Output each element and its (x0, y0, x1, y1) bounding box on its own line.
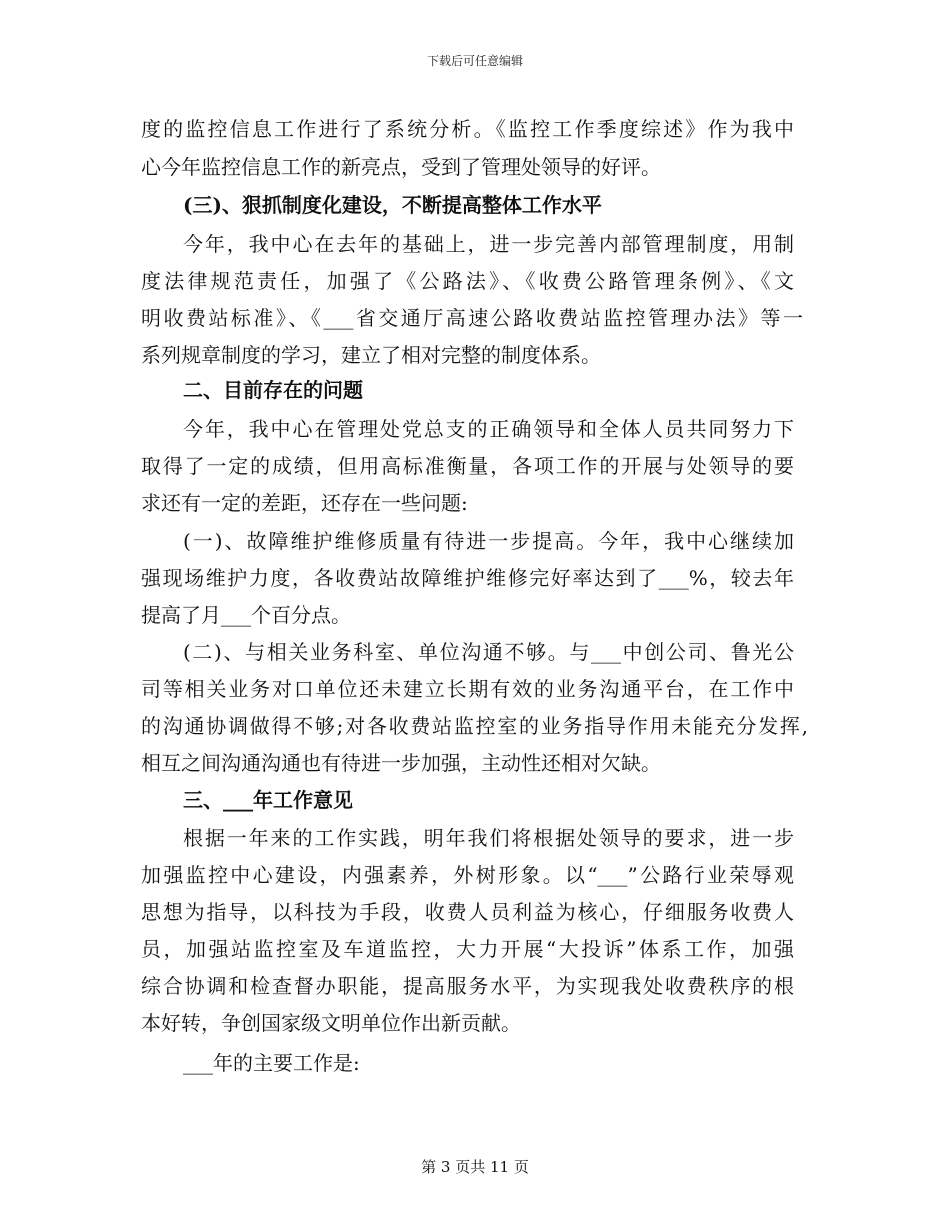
body-line: (二)、与相关业务科室、单位沟通不够。与___中创公司、鲁光公 (183, 640, 794, 664)
body-line: 思想为指导，以科技为手段，收费人员利益为核心，仔细服务收费人 (141, 900, 794, 924)
body-line: 取得了一定的成绩，但用高标准衡量，各项工作的开展与处领导的要 (141, 454, 794, 478)
body-line: 根据一年来的工作实践，明年我们将根据处领导的要求，进一步 (183, 826, 794, 850)
body-line: 今年，我中心在管理处党总支的正确领导和全体人员共同努力下 (183, 417, 794, 441)
body-line: 系列规章制度的学习，建立了相对完整的制度体系。 (141, 343, 601, 367)
body-line: 司等相关业务对口单位还未建立长期有效的业务沟通平台，在工作中 (141, 677, 794, 701)
section-heading: 二、目前存在的问题 (183, 378, 363, 402)
body-line: 相互之间沟通沟通也有待进一步加强，主动性还相对欠缺。 (141, 751, 661, 775)
section-heading: (三)、狠抓制度化建设，不断提高整体工作水平 (183, 193, 602, 217)
section-heading: 三、___年工作意见 (183, 788, 353, 812)
body-line: 度的监控信息工作进行了系统分析。《监控工作季度综述》作为我中 (141, 117, 794, 141)
body-line: 心今年监控信息工作的新亮点，受到了管理处领导的好评。 (141, 155, 661, 179)
body-line: 今年，我中心在去年的基础上，进一步完善内部管理制度，用制 (183, 232, 794, 256)
body-line: 加强监控中心建设，内强素养，外树形象。以“___”公路行业荣辱观 (141, 863, 794, 887)
body-line: 强现场维护力度，各收费站故障维护维修完好率达到了___%，较去年 (141, 566, 794, 590)
body-line: 度法律规范责任，加强了《公路法》、《收费公路管理条例》、《文 (141, 269, 794, 293)
body-line: 综合协调和检查督办职能，提高服务水平，为实现我处收费秩序的根 (141, 974, 794, 998)
body-line: 提高了月___个百分点。 (141, 603, 351, 627)
body-line: 本好转，争创国家级文明单位作出新贡献。 (141, 1011, 521, 1035)
page-header: 下载后可任意编辑 (426, 54, 523, 68)
body-line: ___年的主要工作是: (183, 1051, 360, 1075)
body-line: 员，加强站监控室及车道监控，大力开展“大投诉”体系工作，加强 (141, 937, 794, 961)
body-line: 求还有一定的差距，还存在一些问题: (141, 491, 468, 515)
body-line: 的沟通协调做得不够;对各收费站监控室的业务指导作用未能充分发挥, (141, 714, 808, 738)
body-line: (一)、故障维护维修质量有待进一步提高。今年，我中心继续加 (183, 529, 794, 553)
page-footer: 第 3 页共 11 页 (421, 1158, 529, 1176)
body-line: 明收费站标准》、《___省交通厅高速公路收费站监控管理办法》等一 (141, 306, 803, 330)
